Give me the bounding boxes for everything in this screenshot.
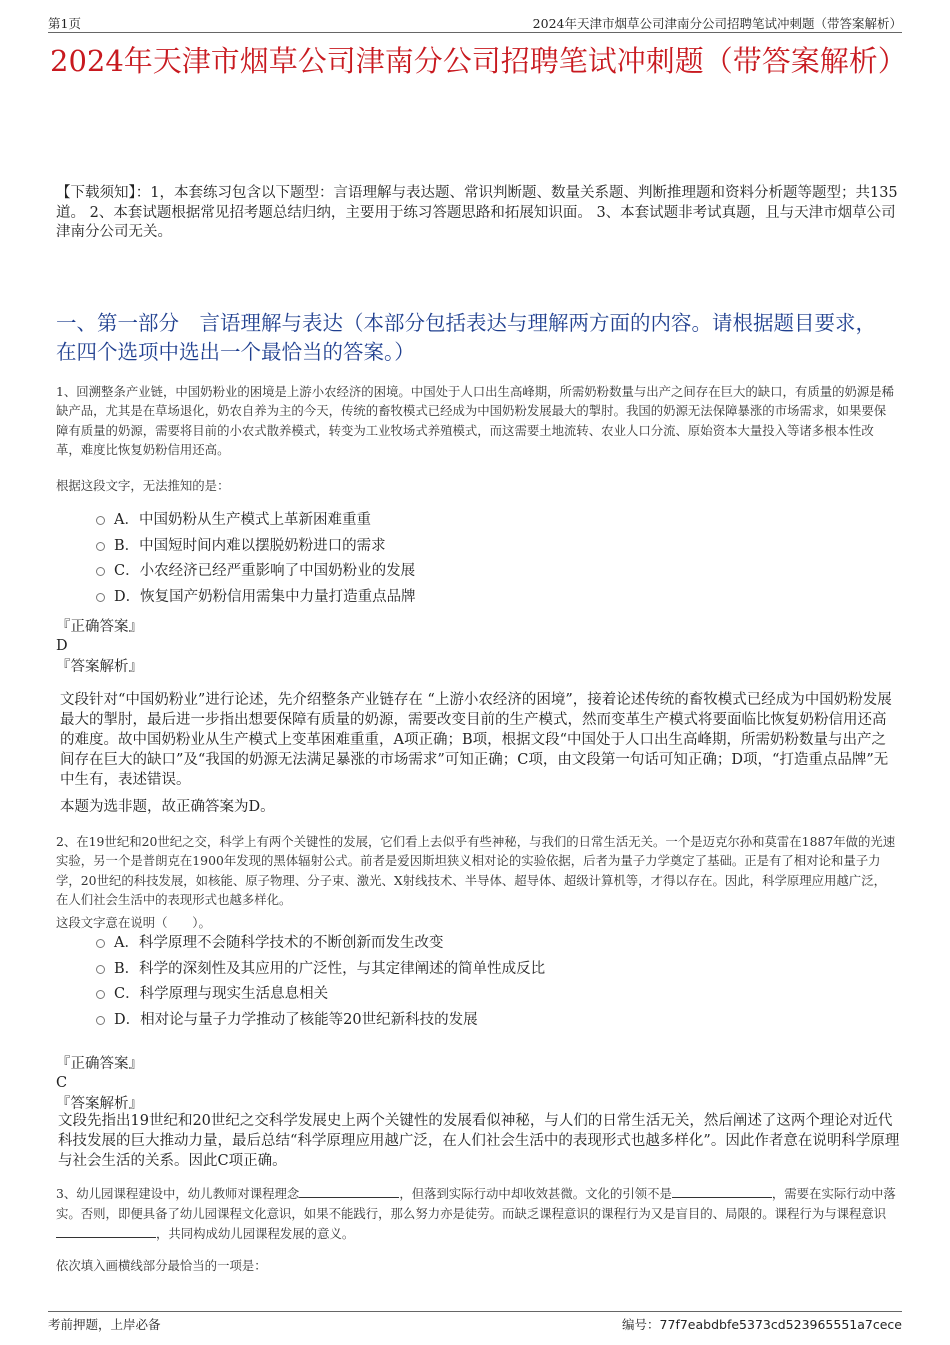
- question-2-analysis: 文段先指出19世纪和20世纪之交科学发展史上两个关键性的发展看似神秘，与人们的日常生活无关，然后阐述了这两个理论对近代科技发展的巨大推动力量，最后总结“科学原理应用越广泛，在人们社会生活中的表现形式也越多样化”。因此作者意在说明科学原理与社会生活的关系。因此C项正确。: [58, 1113, 900, 1169]
- page-number: 第1页: [48, 16, 81, 31]
- radio-icon[interactable]: [96, 542, 105, 551]
- option-label: B．科学的深刻性及其应用的广泛性，与其定律阐述的简单性成反比: [114, 960, 546, 977]
- option-d[interactable]: [96, 585, 416, 611]
- download-notice: 【下载须知】：1，本套练习包含以下题型：言语理解与表达题、常识判断题、数量关系题、判断推理题和资料分析题等题型；共135道。 2、本套试题根据常见招考题总结归纳，主要用于练习答题思路和拓展知识面。 3、本套试题非考试真题，且与天津市烟草公司津南分公司无关。: [56, 185, 898, 240]
- footer-slogan: 考前押题，上岸必备: [48, 1317, 161, 1332]
- correct-answer-label: 『正确答案』: [56, 619, 143, 635]
- stem-part: ，共同构成幼儿园课程发展的意义。: [156, 1226, 355, 1241]
- header-doc-title: 2024年天津市烟草公司津南分公司招聘笔试冲刺题（带答案解析）: [532, 16, 902, 31]
- footer-code: [622, 1315, 902, 1333]
- fill-blank: [299, 1185, 399, 1198]
- section-heading: 一、第一部分 言语理解与表达（本部分包括表达与理解两方面的内容。请根据题目要求，在四个选项中选出一个最恰当的答案。）: [56, 311, 876, 364]
- radio-icon[interactable]: [96, 516, 105, 525]
- option-label: B．中国短时间内难以摆脱奶粉进口的需求: [114, 537, 386, 554]
- document-title: 2024年天津市烟草公司津南分公司招聘笔试冲刺题（带答案解析）: [50, 44, 907, 78]
- option-a[interactable]: [96, 508, 416, 534]
- option-c[interactable]: [96, 559, 416, 585]
- radio-icon[interactable]: [96, 567, 105, 576]
- option-label: D．恢复国产奶粉信用需集中力量打造重点品牌: [114, 589, 416, 606]
- option-a[interactable]: [96, 931, 545, 957]
- code-label: 编号：: [622, 1317, 660, 1332]
- fill-blank: [56, 1225, 156, 1238]
- correct-answer-value: C: [56, 1075, 68, 1091]
- radio-icon[interactable]: [96, 1016, 105, 1025]
- analysis-label: 『答案解析』: [56, 659, 143, 675]
- radio-icon[interactable]: [96, 965, 105, 974]
- question-2-prompt: 这段文字意在说明（ ）。: [56, 915, 211, 930]
- stem-part: ，需要在实际行动中落实。否则，即便具备了幼儿园课程文化意识，如果不能践行，那么努力亦是徒劳。而缺乏课程意识的课程行为又是盲目的、局限的。课程行为与课程意识: [56, 1186, 896, 1221]
- option-label: D．相对论与量子力学推动了核能等20世纪新科技的发展: [114, 1012, 478, 1029]
- question-2-options: [96, 931, 545, 1034]
- option-label: A．中国奶粉从生产模式上革新困难重重: [114, 512, 371, 528]
- option-c[interactable]: [96, 982, 545, 1008]
- analysis-label: 『答案解析』: [56, 1096, 143, 1112]
- option-d[interactable]: [96, 1008, 545, 1034]
- page-header: [48, 12, 902, 33]
- option-label: C．小农经济已经严重影响了中国奶粉业的发展: [114, 563, 416, 580]
- option-label: C．科学原理与现实生活息息相关: [114, 986, 329, 1003]
- correct-answer-label: 『正确答案』: [56, 1056, 143, 1072]
- radio-icon[interactable]: [96, 990, 105, 999]
- page-footer: [48, 1311, 902, 1332]
- question-3-prompt: 依次填入画横线部分最恰当的一项是：: [56, 1258, 267, 1273]
- radio-icon[interactable]: [96, 939, 105, 948]
- option-b[interactable]: [96, 957, 545, 983]
- question-3-stem: [56, 1184, 898, 1244]
- fill-blank: [672, 1185, 772, 1198]
- stem-part: ，但落到实际行动中却收效甚微。文化的引领不是: [399, 1186, 672, 1201]
- question-1-conclusion: 本题为选非题，故正确答案为D。: [60, 799, 275, 815]
- question-1-options: [96, 508, 416, 611]
- code-value: 77f7eabdbfe5373cd523965551a7cece: [659, 1317, 902, 1332]
- question-1-analysis: 文段针对“中国奶粉业”进行论述，先介绍整条产业链存在 “上游小农经济的困境”，接着论述传统的畜牧模式已经成为中国奶粉发展最大的掣肘，最后进一步指出想要保障有质量的奶源，需要改变目前的生产模式，然而变革生产模式将要面临比恢复奶粉信用还高的难度。故中国奶粉业从生产模式上变革困难重重，A项正确；B项，根据文段“中国处于人口出生高峰期，所需奶粉数量与出产之间存在巨大的缺口”及“我国的奶源无法满足暴涨的市场需求”可知正确；C项，由文段第一句话可知正确；D项，“打造重点品牌”无中生有，表述错误。: [60, 692, 892, 788]
- radio-icon[interactable]: [96, 593, 105, 602]
- option-b[interactable]: [96, 534, 416, 560]
- question-2-stem: 2、在19世纪和20世纪之交，科学上有两个关键性的发展，它们看上去似乎有些神秘，与我们的日常生活无关。一个是迈克尔孙和莫雷在1887年做的光速实验，另一个是普朗克在1900年发现的黑体辐射公式。前者是爱因斯坦狭义相对论的实验依据，后者为量子力学奠定了基础。正是有了相对论和量子力学，20世纪的科技发展，如核能、原子物理、分子束、激光、X射线技术、半导体、超导体、超级计算机等，才得以存在。因此，科学原理应用越广泛，在人们社会生活中的表现形式也越多样化。: [56, 834, 896, 908]
- question-1-stem: 1、回溯整条产业链，中国奶粉业的困境是上游小农经济的困境。中国处于人口出生高峰期，所需奶粉数量与出产之间存在巨大的缺口，有质量的奶源是稀缺产品，尤其是在草场退化，奶农自养为主的今天，传统的畜牧模式已经成为中国奶粉发展最大的掣肘。我国的奶源无法保障暴涨的市场需求，如果要保障有质量的奶源，需要将目前的小农式散养模式，转变为工业牧场式养殖模式，而这需要土地流转、农业人口分流、原始资本大量投入等诸多根本性改革，难度比恢复奶粉信用还高。: [56, 384, 895, 458]
- question-1-prompt: 根据这段文字，无法推知的是：: [56, 478, 230, 493]
- stem-part: 3、幼儿园课程建设中，幼儿教师对课程理念: [56, 1186, 300, 1201]
- correct-answer-value: D: [56, 638, 68, 654]
- option-label: A．科学原理不会随科学技术的不断创新而发生改变: [114, 935, 444, 951]
